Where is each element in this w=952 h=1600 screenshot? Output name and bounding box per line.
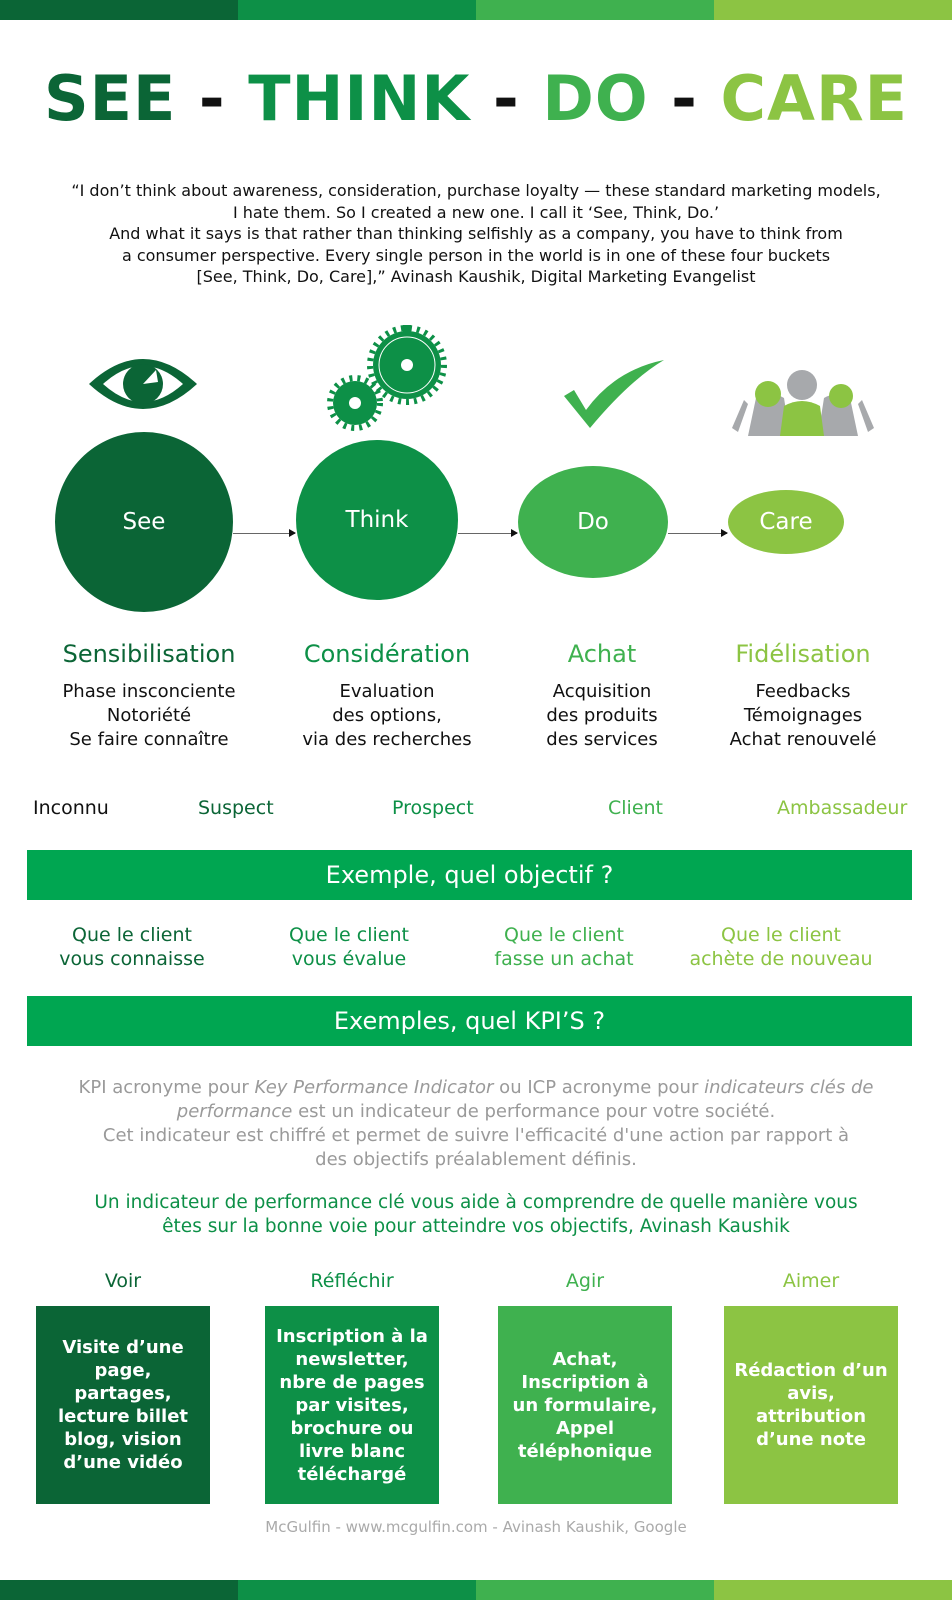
phase-think <box>277 640 497 752</box>
kpi-box-aimer <box>724 1306 898 1504</box>
objective-line: Que le client <box>289 924 409 946</box>
title-dash: - <box>671 62 698 135</box>
objective-line: Que le client <box>721 924 841 946</box>
circle-label: Care <box>759 509 813 535</box>
checkmark-icon <box>560 360 665 430</box>
objective-line: Que le client <box>72 924 192 946</box>
kpi-box-text: Rédaction d’un avis, attribution d’une note <box>734 1360 888 1450</box>
footer-credit: McGulfin - www.mcgulfin.com - Avinash Kaushik, Google <box>265 1518 687 1536</box>
top-color-bar <box>0 0 952 20</box>
phase-line: Acquisition <box>552 681 652 702</box>
kpi-term: indicateurs clés de performance <box>176 1077 874 1122</box>
stage-client: Client <box>608 797 664 819</box>
phase-line: Témoignages <box>743 705 863 726</box>
title-think: THINK <box>248 62 471 135</box>
kpi-text: Cet indicateur est chiffré et permet de suivre l'efficacité d'une action par rapport à des objectifs préalablement définis. <box>102 1125 850 1170</box>
kpi-box-text: Inscription à la newsletter, nbre de pages par visites, brochure ou livre blanc téléchargé <box>276 1325 428 1485</box>
circle-see <box>55 432 233 612</box>
phase-line: Phase insconciente <box>62 681 236 702</box>
stage-inconnu: Inconnu <box>33 797 109 819</box>
kpi-verb-reflechir: Réfléchir <box>310 1270 394 1292</box>
objective-line: achète de nouveau <box>689 948 873 970</box>
objective-line: fasse un achat <box>494 948 634 970</box>
kpi-quote-line: êtes sur la bonne voie pour atteindre vos objectifs, Avinash Kaushik <box>162 1216 790 1237</box>
circle-label: See <box>122 509 166 535</box>
kpi-box-text: Achat, Inscription à un formulaire, Appel téléphonique <box>512 1348 658 1462</box>
circle-label: Do <box>577 509 609 535</box>
phase-line: des options, <box>332 705 442 726</box>
quote-line: And what it says is that rather than thinking selfishly as a company, you have to think from <box>109 224 843 243</box>
phase-line: Notoriété <box>106 705 192 726</box>
kpi-verb-aimer: Aimer <box>782 1270 840 1292</box>
phase-title: Considération <box>303 640 471 668</box>
quote <box>20 180 932 288</box>
stage-ambassadeur: Ambassadeur <box>777 797 908 819</box>
circle-think <box>296 440 458 600</box>
phase-line: des services <box>546 729 658 750</box>
quote-line: “I don’t think about awareness, consideration, purchase loyalty — these standard marketing models, <box>71 181 881 200</box>
kpi-box-text: Visite d’une page, partages, lecture billet blog, vision d’une vidéo <box>57 1337 189 1473</box>
objective-see <box>27 923 237 971</box>
objective-line: vous connaisse <box>59 948 205 970</box>
objective-banner: Exemple, quel objectif ? <box>27 850 912 900</box>
phase-line: des produits <box>546 705 658 726</box>
objective-line: Que le client <box>504 924 624 946</box>
circle-label: Think <box>345 507 409 533</box>
phase-care <box>693 640 913 752</box>
kpi-text: est un indicateur de performance pour votre société. <box>292 1101 776 1122</box>
kpi-term: Key Performance Indicator <box>254 1077 494 1098</box>
kpi-banner: Exemples, quel KPI’S ? <box>27 996 912 1046</box>
objective-do <box>459 923 669 971</box>
phase-see <box>39 640 259 752</box>
objective-think <box>244 923 454 971</box>
kpi-box-voir <box>36 1306 210 1504</box>
eye-icon <box>86 352 200 416</box>
title-care: CARE <box>720 62 909 135</box>
phase-line: Se faire connaître <box>69 729 229 750</box>
circle-care <box>728 490 844 554</box>
arrow-icon <box>233 533 295 534</box>
title-dash: - <box>493 62 520 135</box>
title-dash: - <box>198 62 226 135</box>
arrow-icon <box>668 533 727 534</box>
quote-line: [See, Think, Do, Care],” Avinash Kaushik, Digital Marketing Evangelist <box>196 267 756 286</box>
phase-line: Achat renouvelé <box>729 729 877 750</box>
phase-line: via des recherches <box>302 729 472 750</box>
phase-do <box>492 640 712 752</box>
people-icon <box>730 368 876 436</box>
objective-line: vous évalue <box>291 948 407 970</box>
phase-title: Sensibilisation <box>62 640 236 668</box>
kpi-quote-line: Un indicateur de performance clé vous aide à comprendre de quelle manière vous <box>94 1192 858 1213</box>
kpi-text: KPI acronyme pour <box>78 1077 255 1098</box>
arrow-icon <box>458 533 517 534</box>
quote-line: I hate them. So I created a new one. I call it ‘See, Think, Do.’ <box>232 202 720 222</box>
kpi-box-agir <box>498 1306 672 1504</box>
gears-icon <box>325 325 450 435</box>
phase-line: Feedbacks <box>755 681 851 702</box>
bottom-color-bar <box>0 1580 952 1600</box>
page-title <box>0 62 952 135</box>
quote-line: a consumer perspective. Every single person in the world is in one of these four buckets <box>121 245 831 265</box>
circle-do <box>518 466 668 578</box>
phase-title: Achat <box>567 640 637 668</box>
objective-care <box>676 923 886 971</box>
kpi-box-reflechir <box>265 1306 439 1504</box>
phase-line: Evaluation <box>339 681 435 702</box>
kpi-quote <box>30 1191 922 1239</box>
kpi-definition <box>30 1076 922 1172</box>
stage-suspect: Suspect <box>198 797 274 819</box>
title-see: SEE <box>43 62 177 135</box>
kpi-text: ou ICP acronyme pour <box>493 1077 705 1098</box>
kpi-verb-agir: Agir <box>565 1270 605 1292</box>
kpi-verb-voir: Voir <box>104 1270 142 1292</box>
stage-prospect: Prospect <box>392 797 474 819</box>
title-do: DO <box>542 62 649 135</box>
phase-title: Fidélisation <box>735 640 871 668</box>
